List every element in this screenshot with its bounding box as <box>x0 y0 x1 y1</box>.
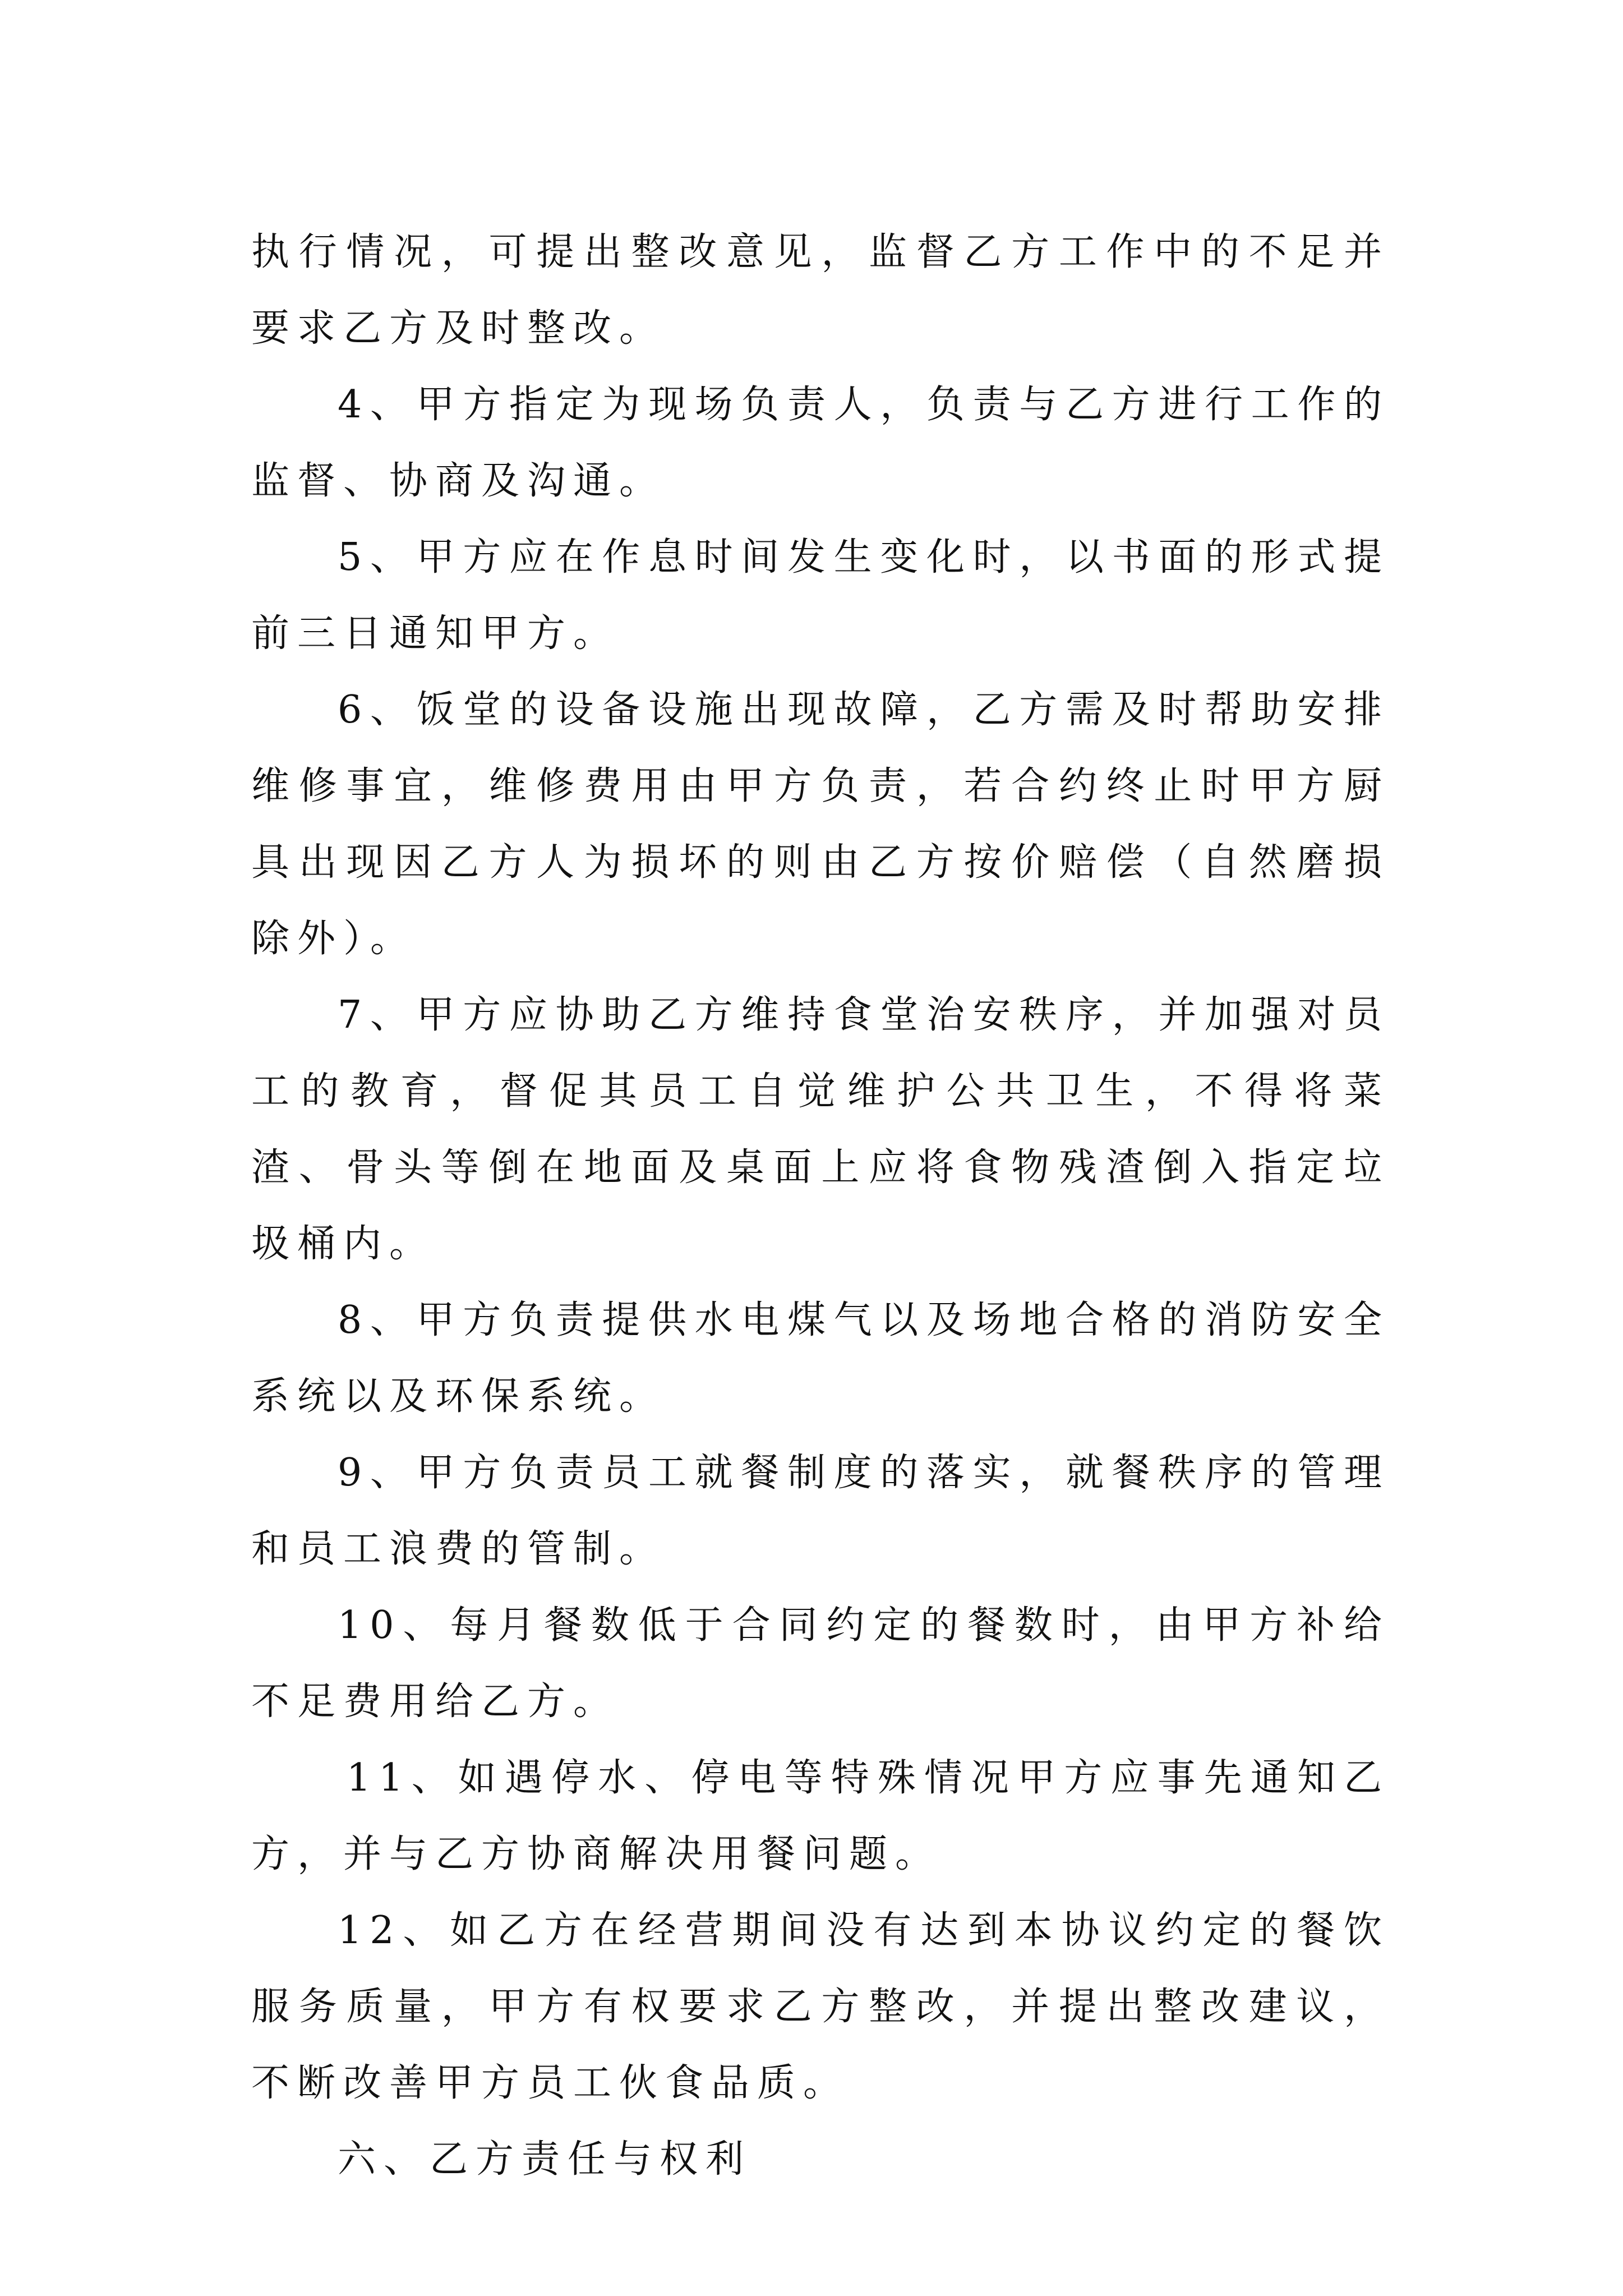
clause-11: 11、如遇停水、停电等特殊情况甲方应事先通知乙方，并与乙方协商解决用餐问题。 <box>251 1756 1390 1876</box>
clause-9: 9、甲方负责员工就餐制度的落实，就餐秩序的管理和员工浪费的管制。 <box>251 1451 1390 1571</box>
section-heading-six: 六、乙方责任与权利 <box>338 2137 752 2182</box>
clause-12: 12、如乙方在经营期间没有达到本协议约定的餐饮服务质量，甲方有权要求乙方整改，并提出整改建议，不断改善甲方员工伙食品质。 <box>251 1908 1390 2105</box>
clause-8: 8、甲方负责提供水电煤气以及场地合格的消防安全系统以及环保系统。 <box>251 1298 1390 1419</box>
clause-5: 5、甲方应在作息时间发生变化时，以书面的形式提前三日通知甲方。 <box>251 535 1390 656</box>
document-body <box>251 214 1390 2198</box>
clause-6: 6、饭堂的设备设施出现故障，乙方需及时帮助安排维修事宜，维修费用由甲方负责，若合约终止时甲方厨具出现因乙方人为损坏的则由乙方按价赔偿（自然磨损除外）。 <box>251 688 1390 961</box>
clause-7: 7、甲方应协助乙方维持食堂治安秩序，并加强对员工的教育，督促其员工自觉维护公共卫生，不得将菜渣、骨头等倒在地面及桌面上应将食物残渣倒入指定垃圾桶内。 <box>251 993 1390 1266</box>
clause-10: 10、每月餐数低于合同约定的餐数时，由甲方补给不足费用给乙方。 <box>251 1603 1390 1724</box>
clause-4: 4、甲方指定为现场负责人，负责与乙方进行工作的监督、协商及沟通。 <box>251 383 1390 503</box>
paragraph-continuation: 执行情况，可提出整改意见，监督乙方工作中的不足并要求乙方及时整改。 <box>251 230 1390 351</box>
